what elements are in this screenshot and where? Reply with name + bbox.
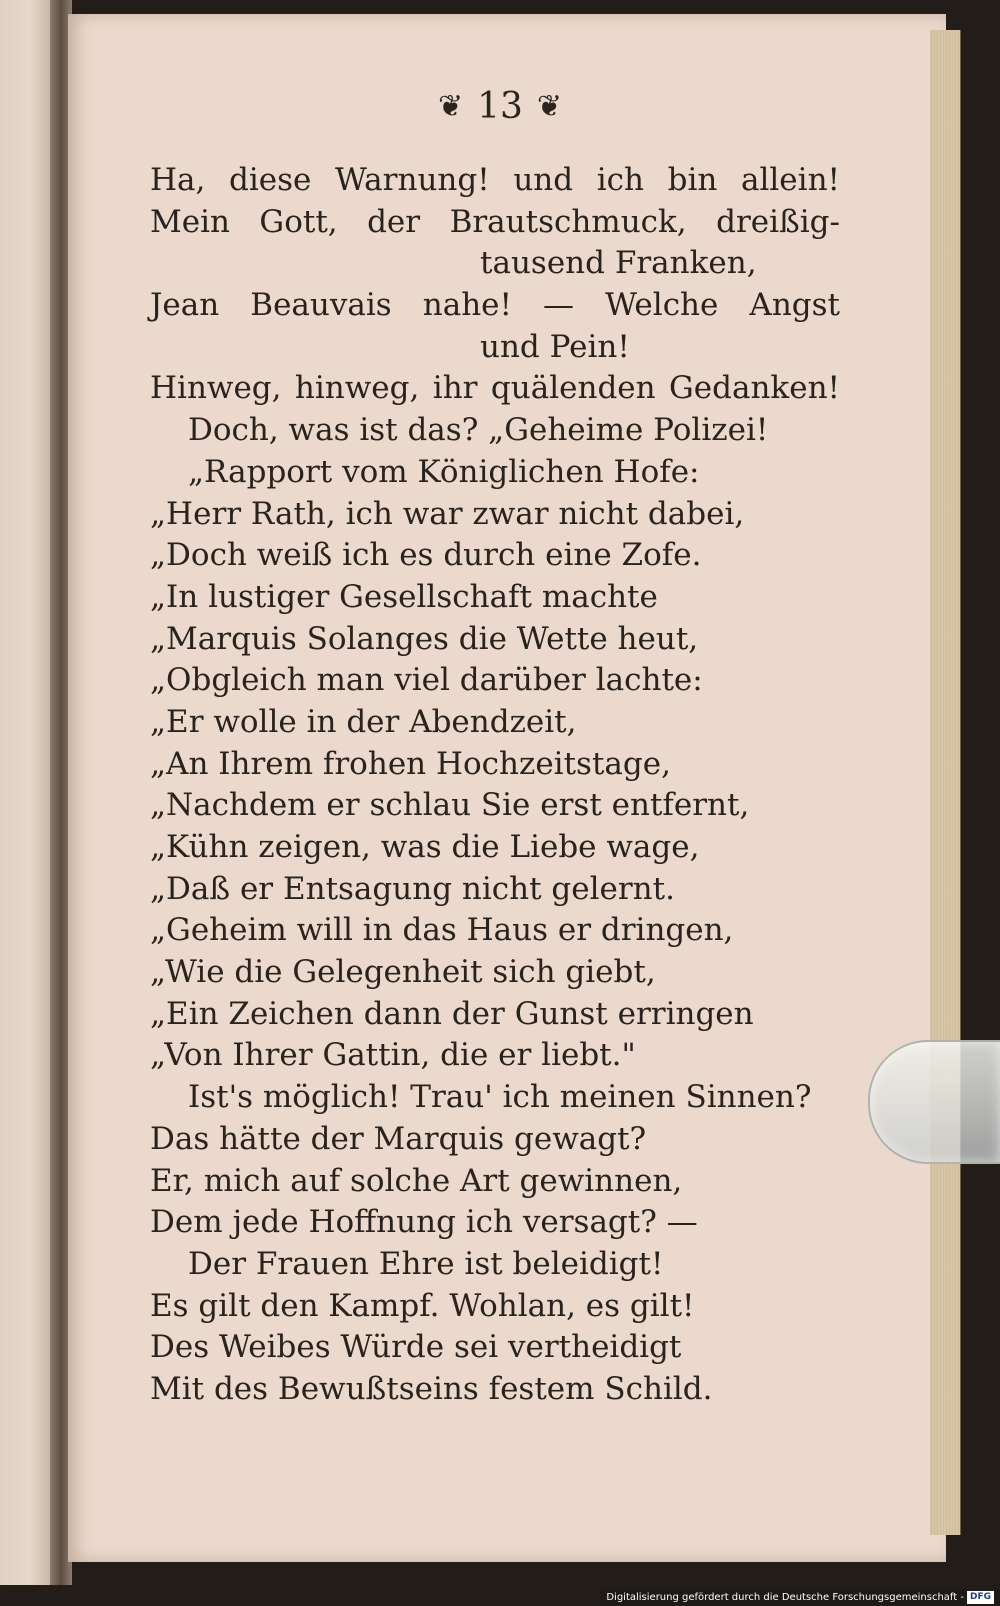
- digitization-credit: [600, 1589, 1000, 1606]
- text-line: „Marquis Solanges die Wette heut,: [150, 620, 699, 657]
- text-line: „Rapport vom Königlichen Hofe:: [188, 453, 700, 490]
- ornament-right-icon: ❦: [536, 89, 563, 124]
- text-line: tausend Franken,: [480, 245, 757, 282]
- text-line: Ha, diese Warnung! und ich bin allein!: [150, 162, 840, 198]
- text-line: und Pein!: [480, 328, 630, 365]
- poem-text: [150, 160, 840, 1411]
- credit-text: Digitalisierung gefördert durch die Deutsche Forschungsgemeinschaft -: [606, 1592, 964, 1603]
- dfg-logo: DFG: [967, 1591, 994, 1604]
- text-line: „Von Ihrer Gattin, die er liebt.": [150, 1037, 636, 1074]
- text-line: Mein Gott, der Brautschmuck, dreißig-: [150, 203, 840, 240]
- text-line: „Geheim will in das Haus er dringen,: [150, 912, 734, 949]
- text-line: „Obgleich man viel darüber lachte:: [150, 662, 703, 699]
- text-line: Dem jede Hoffnung ich versagt? —: [150, 1204, 698, 1241]
- page-clip: [868, 1040, 1000, 1164]
- previous-page-edge: [0, 0, 50, 1585]
- text-line: Jean Beauvais nahe! — Welche Angst: [150, 287, 840, 324]
- text-line: „Doch weiß ich es durch eine Zofe.: [150, 537, 702, 574]
- text-line: „Daß er Entsagung nicht gelernt.: [150, 870, 675, 907]
- text-line: Der Frauen Ehre ist beleidigt!: [188, 1245, 664, 1282]
- text-line: Mit des Bewußtseins festem Schild.: [150, 1370, 713, 1407]
- text-line: Doch, was ist das? „Geheime Polizei!: [188, 412, 769, 449]
- page-stack-edge: [930, 30, 961, 1535]
- text-line: Es gilt den Kampf. Wohlan, es gilt!: [150, 1287, 695, 1324]
- text-line: „Kühn zeigen, was die Liebe wage,: [150, 829, 700, 865]
- text-line: Ist's möglich! Trau' ich meinen Sinnen?: [188, 1079, 812, 1116]
- ornament-left-icon: ❦: [437, 89, 464, 124]
- page-number: 13: [477, 86, 523, 127]
- text-line: „Ein Zeichen dann der Gunst erringen: [150, 995, 754, 1032]
- text-line: Hinweg, hinweg, ihr quälenden Gedanken!: [150, 370, 840, 407]
- text-line: „In lustiger Gesellschaft machte: [150, 578, 658, 615]
- text-line: „An Ihrem frohen Hochzeitstage,: [150, 745, 671, 782]
- text-line: „Herr Rath, ich war zwar nicht dabei,: [150, 495, 745, 532]
- text-line: „Wie die Gelegenheit sich giebt,: [150, 954, 656, 991]
- text-line: Das hätte der Marquis gewagt?: [150, 1120, 647, 1157]
- page-header: [380, 86, 620, 127]
- text-line: Des Weibes Würde sei vertheidigt: [150, 1329, 682, 1366]
- text-line: „Er wolle in der Abendzeit,: [150, 703, 577, 740]
- text-line: „Nachdem er schlau Sie erst entfernt,: [150, 787, 750, 824]
- text-line: Er, mich auf solche Art gewinnen,: [150, 1162, 683, 1199]
